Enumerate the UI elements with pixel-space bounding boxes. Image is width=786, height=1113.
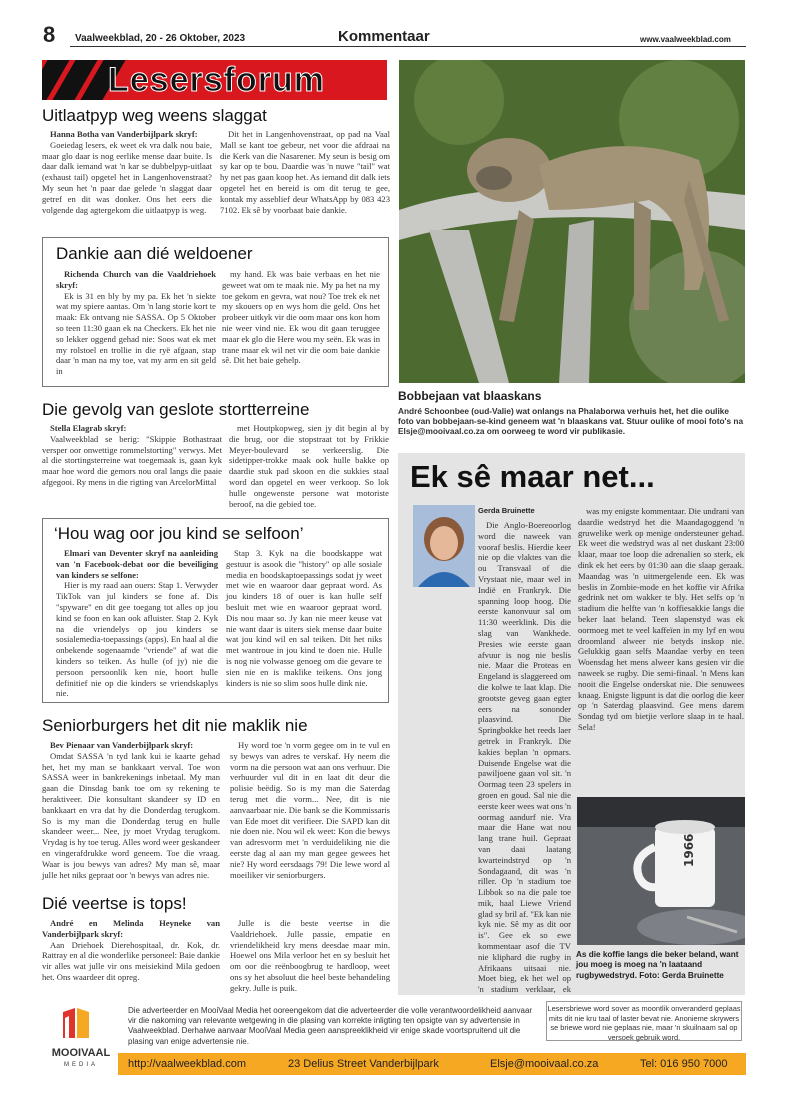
article-headline: Uitlaatpyp weg weens slaggat [42,106,267,125]
footer-bar [118,1053,746,1075]
photo-title: Bobbejaan vat blaaskans [398,389,542,403]
article-text: Goeiedag lesers, ek weet ek vra dalk nou baie, maar glo daar is nog eerlike mense daar buite. Is daar dalk iemand wat 'n kar se dubbelpyp-uitlaat (exhaust tail) opgetel het in Langenhovenstraat? My seun het 'n paar dae gelede 'n slaggat daar getref en dit was donker. Ons het eers die volgende dag agtergekom die uitlaatpyp is weg. [42,139,212,215]
article-text: Hier is my raad aan ouers: Stap 1. Verwyder TikTok van jul kinders se fone af. Dis "spyware" en dit gee toegang tot alles op jou kind se foon en kan ook afluister. Stap 2. Kyk na die vriendelys op jou kinders se sosialemedia-toepassings (apps). En haal al die onbekende sogenaamde "vriende" af wat die kinders so teiken. As hulle (of jy) nie die persoon persoonlik ken nie, hoort hulle definitief nie op die kinders se vriendskaplys nie. [56,580,218,699]
article-byline: André en Melinda Heyneke van Vanderbijlpark skryf: [42,918,220,939]
article-column [229,423,389,509]
column-text: was my enigste kommentaar. Die undrani van daardie wedstryd het die Maandagoggend 'n gruwelike werk op menige ondersteuner gehad. Ek weet die wedstryd was al net duskant 23:00 klaar, maar toe loop die adrenalien so sterk, ek dink ek het eers by 01:30 aan die slaap geraak. Maandag was 'n uitmergelende een. Ek was beslis in Zombie-mode en het koffie vir Afrika gedrink net om wakker te bly. Het selfs op 'n stadium die helfte van 'n koffiesakkie langs die beker laat beland. Teen slapenstyd was ek oormoeg met te veel kaffeïen in my lyf en wou droomland alweer nie betyds inskop nie. Gelukkig gaan selfs Maandae verby en teen Woensdag het mens alweer kans gesien vir die naweek se rugby. Die semi-finaal. 'n Mens kan nooit die Engelse onderskat nie. Die senuwees knaag. Enigste ligpunt is dat die oorlog die keer op 'n Saterdag plaasvind. Gee mens darem Sondag tyd om bietjie verlore slaap in te haal. Sela! [578,506,744,732]
article-text: met Houtpkopweg, sien jy dit begin al by die brug, oor die stopstraat tot by Frikkie Meyer-boulevard se verkeerslig. Die sidetipper-trokke maak ook hulle bakke op daardie stuk pad skoon en die sukkies staal word dan opgetel en weer verkoop. So lok hulle ongewenste persone wat motoriste beroof, na die gebied toe. [229,423,389,509]
mooivaal-logo [43,1004,119,1076]
article-text: Julle is die beste veertse in die Vaaldriehoek. Julle passie, empatie en vriendelikheid kry mens deesdae maar min. Hoewel ons Mila verloor het en sy besluit het om oor die reënboogbrug te hardloop, weet ons sy het absoluut die heel beste behandeling gekry. Julle is puik. [230,918,390,993]
lesersforum-banner [42,60,387,100]
baboon-photo [399,60,745,383]
article-text: Hy word toe 'n vorm gegee om in te vul en sy bewys van adres te verskaf. Hy neem die vorm na die persoon wat aan ons verhuur. Die verhuurder vul dit in en laat dit deur die polisie beëdig. So is my man die Saterdag terug met die vorm... Nee, dit is nie aanvaarbaar nie. Die bank se die Kommissaris van Ede moet dit verifieer. Die SAPD kan dit nie doen nie. Nou wil ek weet: Kon die bewys van adresvorm met 'n verduideliking nie die eerste dag al aan my man gegee gewees het nie? Hy word eersdaags 79! Die lewe word al moeiliker vir seniorburgers. [230,740,390,880]
article-text: Aan Driehoek Dierehospitaal, dr. Kok, dr. Rattray en al die wonderlike personeel: Baie dankie vir alles wat julle vir ons meisiekind Mila gedoen het. Ons waardeer dit opreg. [42,939,220,982]
footer-phone: Tel: 016 950 7000 [640,1058,728,1070]
article-column [230,740,390,880]
article-headline: ‘Hou wag oor jou kind se selfoon’ [54,524,304,543]
article-column [226,548,382,688]
article-headline: Die gevolg van geslote stortterreine [42,400,310,419]
svg-text:MOOIVAAL: MOOIVAAL [51,1047,111,1059]
article-headline: Dankie aan dié weldoener [56,244,253,263]
header-website[interactable]: www.vaalweekblad.com [640,35,731,44]
article-column [230,918,390,994]
article-column [42,740,220,880]
article-byline: Bev Pienaar van Vanderbijlpark skryf: [50,740,194,750]
svg-text:MEDIA: MEDIA [63,1062,99,1068]
mug-year-label: 1966 [682,833,696,867]
column-text-2 [578,506,744,794]
footer-address: 23 Delius Street Vanderbijlpark [288,1058,439,1070]
article-text: Stap 3. Kyk na die boodskappe wat gestuur is asook die "history" op alle sosiale media en boodskaptoepassings sodat jy weet met wie en waaroor daar gepraat word. As jou kinders 18 of ouer is kan hulle self besluit met wie en waaroor gepraat word. Dis nou maar so. Jy kan nie meer keuse vat nie want daar is uiters siek mense daar buite wat jou kind wil en sal teiken. Dit het niks met wantroue in jou kind te doen nie. Hulle is nog nie volwasse genoeg om die gevare te sien nie en is maklike teikens. Ons jong kinders is nie so slim soos hulle dink nie. [226,548,382,688]
column-text-1a [478,520,571,996]
header-rule [70,46,746,47]
footer-url[interactable]: http://vaalweekblad.com [128,1058,247,1070]
mug-caption: As die koffie langs die beker beland, want jou moeg is moeg na 'n laataand rugbywedstryd. Foto: Gerda Bruinette [576,950,739,980]
author-photo [413,505,475,587]
article-text: Dit het in Langenhovenstraat, op pad na Vaal Mall se kant toe gebeur, net voor die afdraai na die Kerk van die Nasarener. My seun is besig om sy kar op te bou. Daardie was 'n nuwe "tail" wat hy net pas gaan koop het. As iemand dit dalk iets opgetel het en bereid is om dit terug te gee, kontak my asseblief deur WhatsApp by 083 423 7102. Ek sê by voorbaat baie dankie. [220,129,390,215]
article-column [56,269,216,377]
paper-date: Vaalweekblad, 20 - 26 Oktober, 2023 [75,33,246,44]
article-column [56,548,218,699]
footer-email[interactable]: Elsje@mooivaal.co.za [490,1058,599,1070]
mug-photo [577,797,745,945]
article-column [42,918,220,983]
article-text: my hand. Ek was baie verbaas en het nie geweet wat om te maak nie. My pa het na my toe gekom en gevra, wat nou? Toe trek ek net my skouers op en wys hom die geld. Ons het probeer uitkyk vir die oom maar ons kon hom nie weer vind nie. Ek wou dit gaan teruggee maar ek glo die Here wou my seën. Ek was in trane maar ek wil net vir die oom baie dankie sê. Dit het baie gehelp. [222,269,380,366]
page-number: 8 [43,22,56,47]
article-column [42,129,212,215]
column-author: Gerda Bruinette [478,506,535,515]
article-headline: Dié veertse is tops! [42,894,187,913]
article-byline: Stella Elagrab skryf: [50,423,127,433]
article-headline: Seniorburgers het dit nie maklik nie [42,716,308,735]
article-byline: Richenda Church van die Vaaldriehoek skryf: [56,269,216,290]
column-title: Ek sê maar net... [410,459,655,494]
column-text: Die Anglo-Boereoorlog word die naweek van vooraf beslis. Hierdie keer nie op die vlaktes van die ou Transvaal of die Vrystaat nie, maar wel in Indië en Frankryk. Die spanning loop hoog. Die eerste kanonvuur sal om 11:30 weerklink. Dis die slag van Wankhede. Presies wie eerste gaan afvuur is nog nie beslis nie. Maar die Proteas en Engeland is slaggereed om die kolwe te laat klap. Die grootste geveg gaan egter eers na sononder plaasvind. Die Springbokke het reeds laer getrek in Frankryk. Die kakies beplan 'n opmars. Duisende Engelse wat die pawiljoene gaan vol sit. 'n Oormag teen 23 spelers in groen en goud. Sal nie die eerste keer wees wat ons 'n oormag aandurf nie. Vra maar die Hane wat nou lang trane huil. Gepraat van daai laatang kwarteindstryd op 'n Sondagaand, dit was 'n riller. Op 'n stadium toe Libbok so na die pale toe mik, haal Liewe Vriend glad sy bril af. "Ek kan nie kyk nie. Sê my as dit oor is". Gee ek so ewe kommentaar asof die TV nie kliphard die rugby in Afrikaans uitsaai nie. Moet bieg, ek het wel op 'n stadium verklaar, ek [478,520,571,995]
article-column [220,129,390,215]
article-byline: Hanna Botha van Vanderbijlpark skryf: [50,129,198,139]
article-column [222,269,380,366]
letters-notice: Lesersbriewe word sover as moontlik onveranderd geplaas mits dit nie kru taal of laster bevat nie. Anonieme skrywers se briewe word nie geplaas nie, maar 'n skuilnaam sal op versoek gebruik word. [546,1001,742,1041]
article-text: Vaalweekblad se berig: "Skippie Bothastraat versper oor onwettige rommelstorting" verwys. Met al die stortingsterreine wat toegemaak is, gaan kyk maar hoe word die gemors nou oral langs die paaie afgegooi. Ry mens in die rigting van ArcelorMittal [42,433,222,487]
article-column [42,423,222,488]
article-text: Omdat SASSA 'n tyd lank kui ie kaarte gehad het, het my man se bankkaart verval. Toe won SASSA weer in bankrekenings inbetaal. My man gaan die Dinsdag bank toe om sy rekening te heraktiveer. Die konsultant skandeer sy ID en bankkaart en vra dat hy die Donderdag terugkom. So is my man die Donderdag terug en hulle skandeer weer... Nee, jy moet Vrydag terugkom. Vrydag is hy toe terug. Alles word weer geskandeer en vingerafdrukke word geneem. Toe die vraag. Waar is jou bewys van adres? My man sê, maar julle het niks gepraat oor 'n bewys van adres nie. [42,750,220,880]
banner-title: Lesersforum [108,61,325,99]
section-title: Kommentaar [338,28,430,45]
disclaimer-text: Die adverteerder en MooiVaal Media het ooreengekom dat die adverteerder die volle verantwoordelikheid aanvaar vir die nakoming van relevante wetgewing in die plasing van korrekte inligting ten opsigte van sy advertensie in Vaalweekblad. Derhalwe aanvaar MooiVaal Media geen aanspreeklikheid vir enige skade voortspruitend uit die plasing van enige advertensie nie. [128,1006,533,1046]
article-byline: Elmari van Deventer skryf na aanleiding van 'n Facebook-debat oor die beveiliging van kinders se selfone: [56,548,218,580]
photo-caption: André Schoonbee (oud-Valie) wat onlangs na Phalaborwa verhuis het, het die oulike foto van bobbejaan-se-kind geneem wat 'n blaaskans vat. Stuur oulike of mooi foto's na Elsje@mooivaal.co.za om oorweeg te word vir publikasie. [398,406,744,436]
article-text: Ek is 31 en bly by my pa. Ek het 'n siekte wat my spiere aantas. Om 'n lang storie kort te maak: Ek ontvang nie SASSA. Op 5 Oktober so teen 11:30 gaan ek na Checkers. Ek het nie so lekker oggend gehad nie: Soos wat ek met my rolstoel en trollie in die ryë afgaan, stap daar 'n man na my toe, vat my arm en sit geld in [56,290,216,377]
